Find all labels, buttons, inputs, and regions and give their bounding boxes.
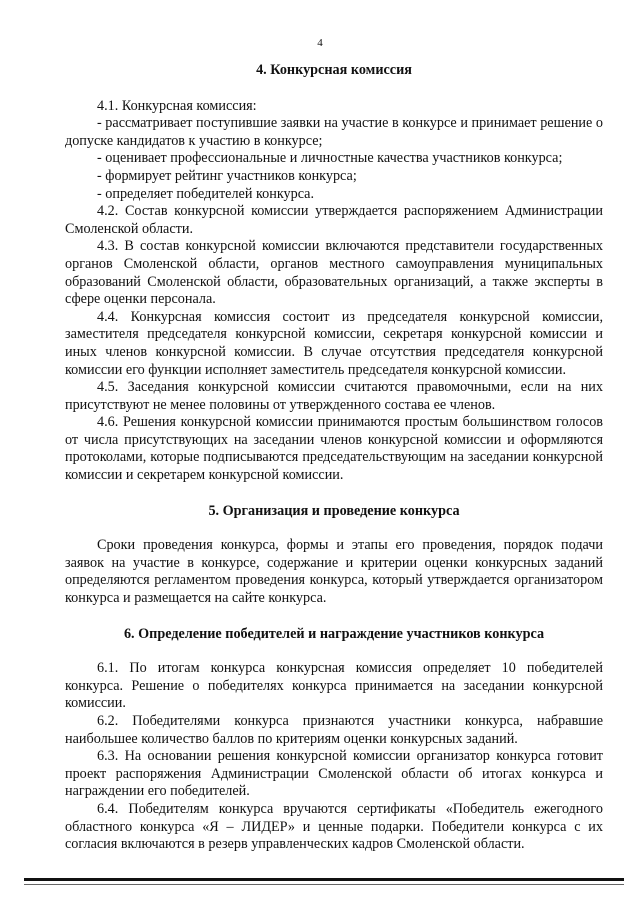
list-item: - определяет победителей конкурса. — [97, 185, 315, 202]
paragraph-5-1: Сроки проведения конкурса, формы и этапы его проведения, порядок подачи заявок на участие в конкурсе, содержание и критерии оценки конкурсных заданий определяются регламентом проведения конкурса, который утверждается организатором конкурса и размещается на сайте конкурса. — [65, 537, 603, 607]
document-body — [65, 62, 603, 854]
paragraph-6-1: 6.1. По итогам конкурса конкурсная комиссия определяет 10 победителей конкурса. Решение о победителях конкурса принимается на заседании конкурсной комиссии. — [65, 660, 603, 712]
paragraph-4-6: 4.6. Решения конкурсной комиссии принимаются простым большинством голосов от числа присутствующих на заседании членов конкурсной комиссии и оформляются протоколами, которые подписываются председательствующим на заседании конкурсной комиссии и секретарем конкурсной комиссии. — [65, 414, 603, 484]
paragraph-6-4: 6.4. Победителям конкурса вручаются сертификаты «Победитель ежегодного областного конкурса «Я – ЛИДЕР» и ценные подарки. Победители конкурса с их согласия включаются в резерв управленческих кадров Смоленской области. — [65, 800, 603, 853]
list-item: - формирует рейтинг участников конкурса; — [97, 167, 357, 184]
section-5-heading: 5. Организация и проведение конкурса — [208, 502, 460, 519]
paragraph-4-5: 4.5. Заседания конкурсной комиссии считаются правомочными, если на них присутствуют не менее половины от утвержденного состава ее членов. — [65, 379, 603, 413]
paragraph-4-1-intro: 4.1. Конкурсная комиссия: — [97, 97, 257, 114]
page-number: 4 — [317, 37, 323, 49]
section-4-heading: 4. Конкурсная комиссия — [256, 62, 412, 78]
bottom-divider-thin — [24, 884, 624, 885]
bottom-divider — [24, 878, 624, 881]
section-6-heading: 6. Определение победителей и награждение участников конкурса — [123, 625, 545, 642]
list-item: - оценивает профессиональные и личностные качества участников конкурса; — [97, 150, 563, 167]
paragraph-6-3: 6.3. На основании решения конкурсной комиссии организатор конкурса готовит проект распоряжения Администрации Смоленской области об итогах конкурса и награждении его победителей. — [65, 748, 603, 800]
list-item: - рассматривает поступившие заявки на участие в конкурсе и принимает решение о допуске кандидатов к участию в конкурсе; — [65, 115, 603, 149]
paragraph-4-4: 4.4. Конкурсная комиссия состоит из председателя конкурсной комиссии, заместителя председателя конкурсной комиссии, секретаря конкурсной комиссии и иных членов конкурсной комиссии. В случае отсутствия председателя конкурсной комиссии его функции исполняет заместитель председателя конкурсной комиссии. — [65, 308, 603, 378]
paragraph-4-3: 4.3. В состав конкурсной комиссии включаются представители государственных органов Смоленской области, органов местного самоуправления муниципальных образований Смоленской области, образовательных организаций, а также эксперты в сфере оценки персонала. — [65, 238, 603, 308]
paragraph-4-2: 4.2. Состав конкурсной комиссии утверждается распоряжением Администрации Смоленской области. — [65, 203, 603, 237]
paragraph-6-2: 6.2. Победителями конкурса признаются участники конкурса, набравшие наибольшее количество баллов по критериям оценки конкурсных заданий. — [65, 713, 603, 747]
